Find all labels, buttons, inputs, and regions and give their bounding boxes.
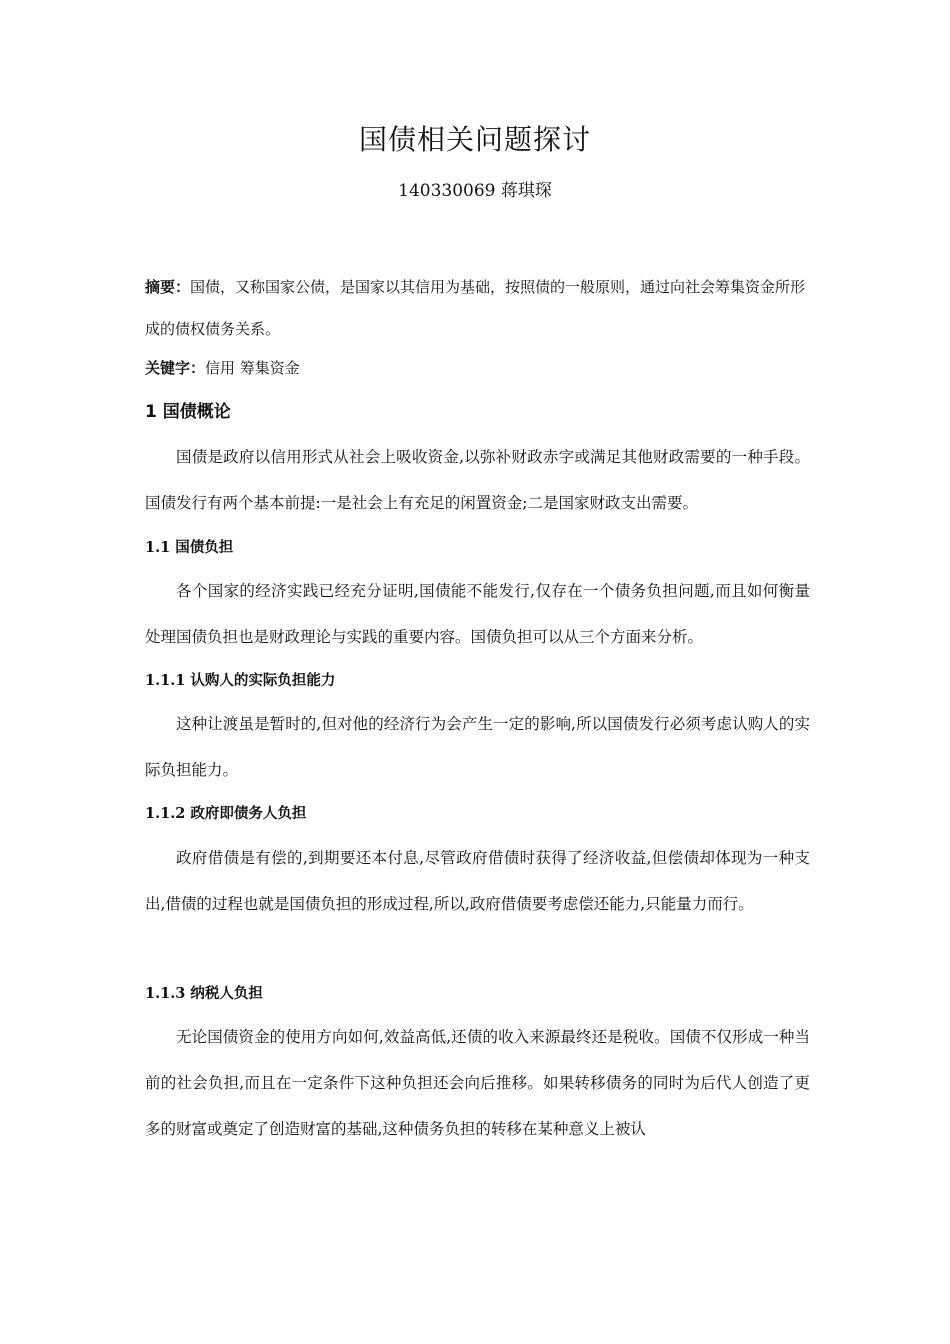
section-1-1-3-paragraph: 无论国债资金的使用方向如何,效益高低,还债的收入来源最终还是税收。国债不仅形成一种当前的社会负担,而且在一定条件下这种负担还会向后推移。如果转移债务的同时为后代人创造了更多的财富或奠定了创造财富的基础,这种债务负担的转移在某种意义上被认	[145, 1028, 810, 1138]
section-1-paragraph: 国债是政府以信用形式从社会上吸收资金,以弥补财政赤字或满足其他财政需要的一种手段。国债发行有两个基本前提:一是社会上有充足的闲置资金;二是国家财政支出需要。	[145, 448, 810, 512]
abstract-text: 国债，又称国家公债，是国家以其信用为基础，按照债的一般原则，通过向社会筹集资金所形成的债权债务关系。	[145, 278, 806, 338]
document-title: 国债相关问题探讨	[358, 123, 591, 156]
section-1-1-2-paragraph: 政府借债是有偿的,到期要还本付息,尽管政府借债时获得了经济收益,但偿债却体现为一种支出,借债的过程也就是国债负担的形成过程,所以,政府借债要考虑偿还能力,只能量力而行。	[145, 849, 810, 913]
section-heading-1-1: 1.1 国债负担	[145, 539, 234, 556]
section-heading-1: 1 国债概论	[145, 402, 231, 422]
abstract	[145, 266, 810, 350]
keywords-label: 关键字：	[145, 359, 206, 377]
abstract-label: 摘要：	[145, 278, 191, 296]
section-1-1-paragraph: 各个国家的经济实践已经充分证明,国债能不能发行,仅存在一个债务负担问题,而且如何衡量处理国债负担也是财政理论与实践的重要内容。国债负担可以从三个方面来分析。	[145, 582, 810, 646]
keywords-text: 信用 筹集资金	[205, 359, 300, 377]
section-heading-1-1-3: 1.1.3 纳税人负担	[145, 985, 263, 1002]
author-line: 140330069 蒋琪琛	[398, 181, 552, 201]
section-heading-1-1-1: 1.1.1 认购人的实际负担能力	[145, 672, 336, 689]
keywords	[145, 354, 810, 382]
section-heading-1-1-2: 1.1.2 政府即债务人负担	[145, 805, 307, 822]
section-1-1-1-paragraph: 这种让渡虽是暂时的,但对他的经济行为会产生一定的影响,所以国债发行必须考虑认购人的实际负担能力。	[145, 715, 810, 779]
